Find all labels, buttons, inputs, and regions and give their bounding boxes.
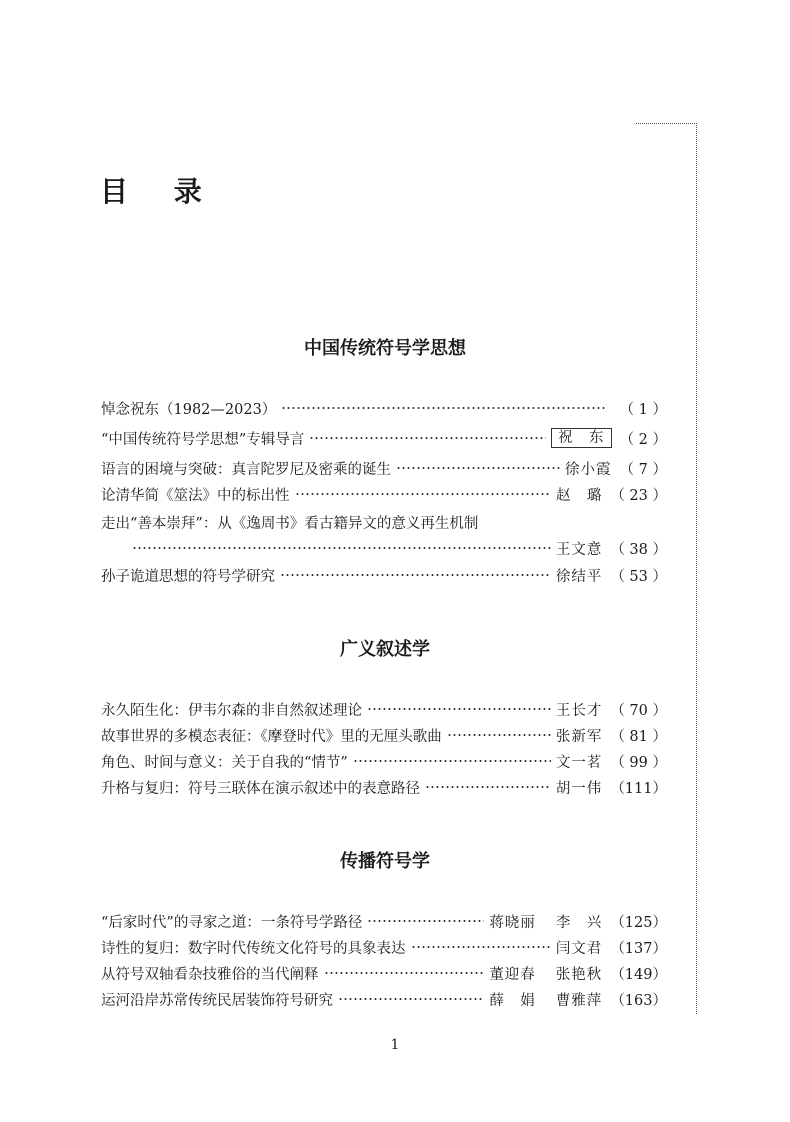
entry-author: 王文意	[555, 541, 603, 558]
entry-author: 张新军	[555, 728, 603, 745]
entry-title: 故事世界的多模态表征：《摩登时代》里的无厘头歌曲	[101, 728, 442, 745]
entry-page: （149）	[610, 966, 667, 983]
toc-entry[interactable]	[101, 987, 667, 1011]
page-number: 1	[390, 1037, 400, 1053]
toc-entry[interactable]	[101, 697, 667, 721]
entry-page: （ 23 ）	[610, 487, 667, 504]
dot-leader	[353, 760, 551, 762]
dot-leader	[396, 467, 560, 469]
entry-page: （ 1 ）	[619, 401, 667, 418]
entry-title: 诗性的复归：数字时代传统文化符号的具象表达	[101, 940, 406, 957]
section-title-narratology: 广义叙述学	[340, 639, 430, 660]
entry-author: 祝 东	[551, 428, 612, 448]
entry-author: 徐结平	[555, 568, 603, 585]
dot-leader	[132, 547, 551, 549]
entry-title: “中国传统符号学思想”专辑导言	[101, 431, 305, 448]
dot-leader	[367, 708, 551, 710]
entry-page: （125）	[610, 914, 667, 931]
entry-author: 李 兴	[555, 914, 603, 931]
entry-page: （ 81 ）	[610, 728, 667, 745]
dot-leader	[280, 574, 551, 576]
toc-entry[interactable]	[101, 775, 667, 799]
entry-title: 论清华简《筮法》中的标出性	[101, 487, 290, 504]
entry-title: 语言的困境与突破：真言陀罗尼及密乘的诞生	[101, 461, 391, 478]
toc-entry-title-line[interactable]	[101, 510, 667, 534]
entry-author: 董迎春	[489, 966, 536, 983]
dot-leader	[309, 437, 546, 439]
toc-entry-continuation[interactable]	[132, 536, 667, 560]
entry-page: （ 38 ）	[610, 541, 667, 558]
entry-author: 王长才	[555, 702, 603, 719]
entry-author: 文一茗	[555, 754, 603, 771]
entry-page: （ 2 ）	[619, 431, 667, 448]
entry-title: 从符号双轴看杂技雅俗的当代阐释	[101, 966, 319, 983]
dot-leader	[447, 734, 551, 736]
toc-entry[interactable]	[101, 456, 667, 480]
toc-entry[interactable]	[101, 961, 667, 985]
toc-entry[interactable]	[101, 723, 667, 747]
section-title-traditional-semiotics: 中国传统符号学思想	[304, 338, 466, 359]
dot-leader	[367, 920, 484, 922]
toc-entry[interactable]	[101, 426, 667, 450]
entry-title: 悼念祝东（1982—2023）	[101, 401, 277, 418]
entry-title: 走出“善本崇拜”：从《逸周书》看古籍异文的意义再生机制	[101, 515, 479, 532]
entry-author: 胡一伟	[555, 780, 603, 797]
toc-entry[interactable]	[101, 749, 667, 773]
toc-entry[interactable]	[101, 909, 667, 933]
toc-entry[interactable]	[101, 935, 667, 959]
toc-entry[interactable]	[101, 482, 667, 506]
entry-page: （137）	[610, 940, 667, 957]
page-title: 目 录	[100, 175, 220, 208]
entry-author: 曹雅萍	[555, 992, 603, 1009]
entry-page: （ 70 ）	[610, 702, 667, 719]
entry-title: “后家时代”的寻家之道：一条符号学路径	[101, 914, 363, 931]
entry-author: 蒋晓丽	[489, 914, 536, 931]
entry-title: 孙子诡道思想的符号学研究	[101, 568, 275, 585]
entry-title: 升格与复归：符号三联体在演示叙述中的表意路径	[101, 780, 420, 797]
toc-entry[interactable]	[101, 563, 667, 587]
dot-leader	[338, 998, 484, 1000]
entry-author: 薛 娟	[489, 992, 536, 1009]
entry-page: （ 53 ）	[610, 568, 667, 585]
entry-page: （ 99 ）	[610, 754, 667, 771]
entry-title: 角色、时间与意义：关于自我的“情节”	[101, 754, 348, 771]
entry-author: 赵 璐	[555, 487, 603, 504]
dot-leader	[324, 972, 485, 974]
toc-entry[interactable]	[101, 396, 667, 420]
entry-page: （111）	[610, 780, 667, 797]
dot-leader	[295, 493, 551, 495]
entry-title: 运河沿岸苏常传统民居装饰符号研究	[101, 992, 333, 1009]
dot-leader	[281, 407, 606, 409]
entry-page: （163）	[610, 992, 667, 1009]
entry-author: 徐小霞	[565, 461, 612, 478]
section-title-communication-semiotics: 传播符号学	[340, 851, 430, 872]
dot-leader	[411, 946, 551, 948]
entry-author: 张艳秋	[555, 966, 603, 983]
dot-leader	[425, 786, 551, 788]
entry-page: （ 7 ）	[619, 461, 667, 478]
entry-title: 永久陌生化：伊韦尔森的非自然叙述理论	[101, 702, 362, 719]
entry-author: 闫文君	[555, 940, 603, 957]
